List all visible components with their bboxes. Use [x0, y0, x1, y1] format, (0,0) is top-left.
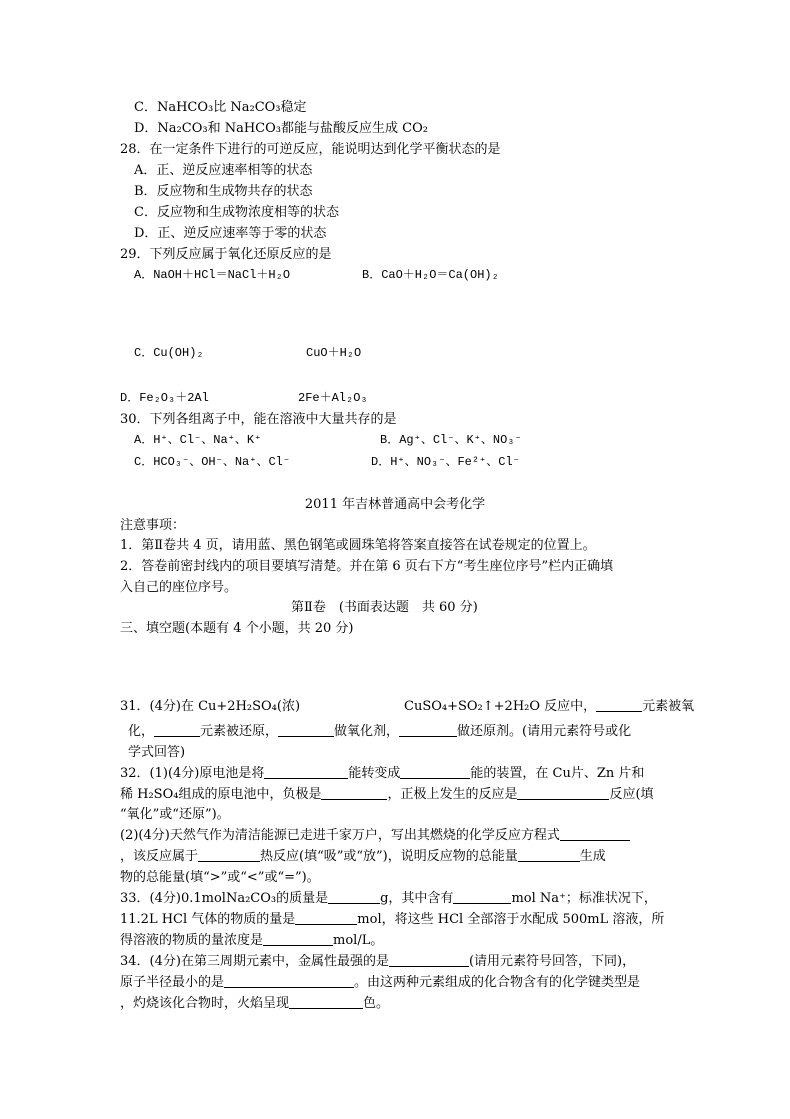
q32-line3: “氧化”或“还原”)。	[120, 807, 230, 822]
q33-line1: 33．(4分)0.1molNa₂CO₃的质量是 g，其中含有 mol Na⁺；标准状况下，	[120, 891, 657, 906]
q31-blank-2[interactable]	[154, 723, 200, 737]
q29-option-d-reactant: D．Fe₂O₃＋2Al	[120, 391, 209, 405]
q32-line1: 32．(1)(4分)原电池是将 能转变成 能的装置，在 Cu片、Zn 片和	[120, 766, 645, 781]
q29-option-a: A．NaOH＋HCl＝NaCl＋H₂O	[134, 268, 291, 282]
q32-line2: 稀 H₂SO₄组成的原电池中，负极是 ，正极上发生的反应是 反应(填	[120, 787, 654, 802]
q33-blank-3[interactable]	[295, 911, 357, 925]
q30-stem: 30．下列各组离子中，能在溶液中大量共存的是	[120, 412, 397, 427]
q28-option-d: D．正、逆反应速率等于零的状态	[134, 226, 327, 241]
q32-blank-3[interactable]	[321, 786, 387, 800]
note-2-line2: 入自己的座位序号。	[120, 580, 238, 595]
q29-option-c-reactant: C．Cu(OH)₂	[134, 346, 204, 360]
q31-line2: 化， 元素被还原， 做氧化剂， 做还原剂。(请用元素符号或化	[128, 724, 632, 739]
q32-blank-5[interactable]	[560, 827, 630, 841]
q32-line4: (2)(4分)天然气作为清洁能源已走进千家万户，写出其燃烧的化学反应方程式	[120, 827, 630, 844]
q32-blank-7[interactable]	[518, 848, 580, 862]
q30-option-c: C．HCO₃⁻、OH⁻、Na⁺、Cl⁻	[134, 455, 291, 469]
q29-option-d-product: 2Fe＋Al₂O₃	[298, 391, 368, 405]
q30-option-d: D．H⁺、NO₃⁻、Fe²⁺、Cl⁻	[371, 455, 520, 469]
q31-blank-1[interactable]	[596, 698, 642, 712]
notes-heading: 注意事项：	[120, 518, 186, 533]
q30-option-a: A．H⁺、Cl⁻、Na⁺、K⁺	[134, 433, 262, 447]
q34-line3: ，灼烧该化合物时，火焰呈现 色。	[120, 996, 390, 1011]
q30-option-b: B．Ag⁺、Cl⁻、K⁺、NO₃⁻	[380, 433, 522, 447]
q34-blank-2[interactable]	[224, 974, 354, 988]
q31-line1	[120, 698, 300, 715]
q28-option-c: C．反应物和生成物浓度相等的状态	[134, 205, 339, 220]
part-2-heading: 第Ⅱ卷 (书面表达题 共 60 分)	[291, 600, 478, 615]
q29-option-c-product: CuO＋H₂O	[306, 346, 362, 360]
q27-option-c: C．NaHCO₃比 Na₂CO₃稳定	[134, 100, 307, 115]
q34-line1: 34．(4分)在第三周期元素中，金属性最强的是 (请用元素符号回答，下同)，	[120, 954, 636, 969]
q34-line2: 原子半径最小的是 。由这两种元素组成的化合物含有的化学键类型是	[120, 975, 641, 990]
q29-stem: 29．下列反应属于氧化还原反应的是	[120, 247, 332, 262]
q33-blank-2[interactable]	[453, 890, 511, 904]
q29-option-b: B．CaO＋H₂O＝Ca(OH)₂	[362, 268, 499, 282]
q28-option-a: A．正、逆反应速率相等的状态	[134, 163, 313, 178]
q33-line2: 11.2L HCl 气体的物质的量是 mol，将这些 HCl 全部溶于水配成 500mL 溶液，所	[120, 912, 665, 927]
q32-line5: ，该反应属于 热反应(填“吸”或“放”)，说明反应物的总能量 生成	[120, 849, 606, 864]
note-1: 1．第Ⅱ卷共 4 页，请用蓝、黑色钢笔或圆珠笔将答案直接答在试卷规定的位置上。	[120, 538, 596, 553]
q32-blank-4[interactable]	[517, 786, 609, 800]
q34-blank-3[interactable]	[289, 995, 363, 1009]
exam-title: 2011 年吉林普通高中会考化学	[304, 497, 486, 512]
q31-line1-right: CuSO₄+SO₂↑+2H₂O 反应中， 元素被氧	[404, 699, 695, 714]
q32-blank-6[interactable]	[198, 848, 260, 862]
q31-reactants: 31．(4分)在 Cu+2H₂SO₄(浓)	[120, 699, 301, 714]
note-2-line1: 2．答卷前密封线内的项目要填写清楚。并在第 6 页右下方“考生座位序号”栏内正确填	[120, 559, 614, 574]
q28-option-b: B．反应物和生成物共存的状态	[134, 184, 313, 199]
q32-line6: 物的总能量(填“>”或“<”或“=”)。	[120, 870, 320, 885]
q32-blank-1[interactable]	[264, 765, 348, 779]
section-3-heading: 三、填空题(本题有 4 个小题，共 20 分)	[120, 621, 354, 636]
q32-blank-2[interactable]	[400, 765, 470, 779]
q34-blank-1[interactable]	[389, 953, 469, 967]
q27-option-d: D．Na₂CO₃和 NaHCO₃都能与盐酸反应生成 CO₂	[134, 121, 428, 136]
q31-blank-3[interactable]	[278, 723, 334, 737]
q31-line3: 学式回答)	[128, 745, 186, 760]
q28-stem: 28．在一定条件下进行的可逆反应，能说明达到化学平衡状态的是	[120, 142, 501, 157]
q31-products: CuSO₄+SO₂↑+2H₂O 反应中，	[404, 699, 597, 714]
q33-blank-1[interactable]	[328, 890, 380, 904]
q33-blank-4[interactable]	[263, 932, 333, 946]
q33-line3: 得溶液的物质的量浓度是 mol/L。	[120, 933, 384, 948]
q31-blank-4[interactable]	[399, 723, 457, 737]
